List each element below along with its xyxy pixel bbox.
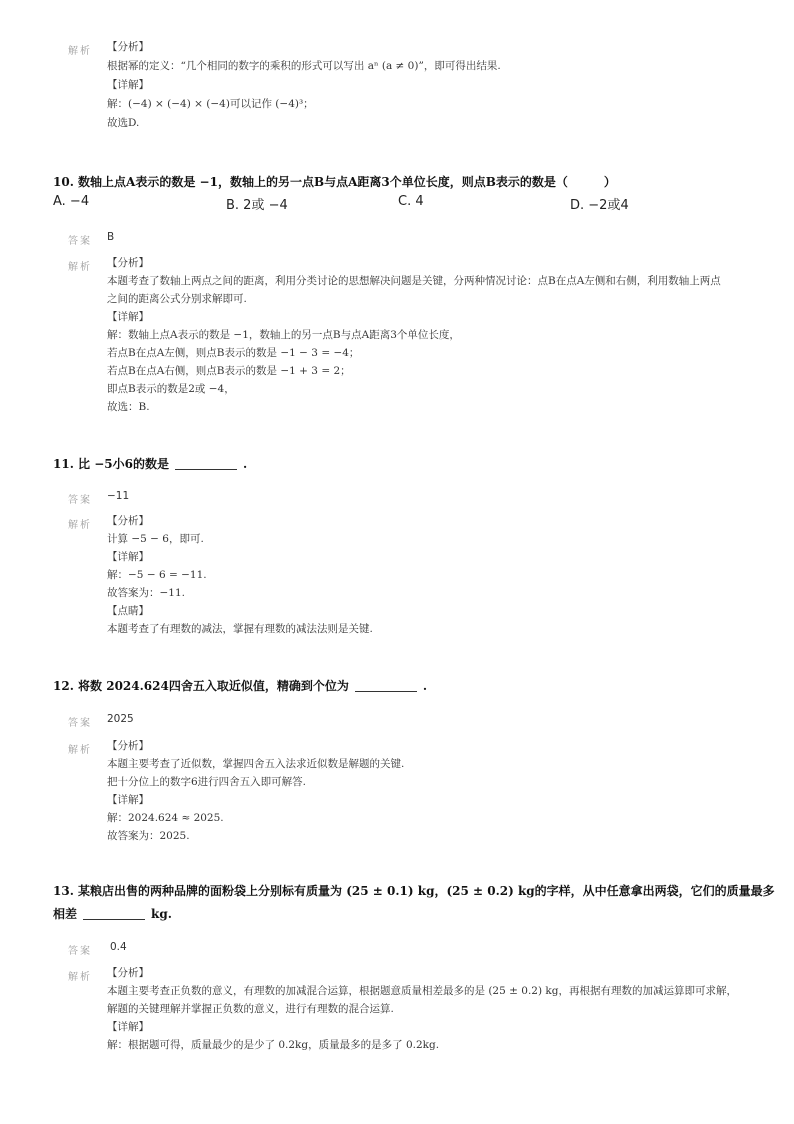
analysis-line: 【详解】 <box>107 794 149 806</box>
analysis-line: 本题考查了有理数的减法，掌握有理数的减法法则是关键. <box>107 623 373 635</box>
analysis-line: 【详解】 <box>107 79 149 91</box>
analysis-line: 【详解】 <box>107 551 149 563</box>
question-12 <box>53 677 427 694</box>
analysis-label: 解析 <box>68 46 92 57</box>
analysis-line: 把十分位上的数字6进行四舍五入即可解答. <box>107 776 307 788</box>
answer-blank[interactable] <box>175 457 237 470</box>
question-text: . <box>422 679 428 693</box>
analysis-line: 【点睛】 <box>107 605 149 617</box>
answer-label: 答案 <box>68 718 92 729</box>
analysis-line: 解：2024.624 ≈ 2025. <box>107 812 224 824</box>
option-c[interactable]: C. 4 <box>398 194 424 209</box>
analysis-line: 【分析】 <box>107 967 149 979</box>
option-b[interactable]: B. 2或 −4 <box>226 198 288 213</box>
analysis-line: 【分析】 <box>107 41 149 53</box>
analysis-line: 若点B在点A左侧，则点B表示的数是 −1 − 3 = −4； <box>107 347 360 359</box>
analysis-line: 本题主要考查了近似数，掌握四舍五入法求近似数是解题的关键. <box>107 758 405 770</box>
option-a[interactable]: A. −4 <box>53 194 90 209</box>
analysis-line: 计算 −5 − 6，即可. <box>107 533 204 545</box>
analysis-line: 故答案为：2025. <box>107 830 190 842</box>
answer-value: 2025 <box>107 713 134 725</box>
analysis-line: 【详解】 <box>107 311 149 323</box>
analysis-label: 解析 <box>68 972 92 983</box>
analysis-line: 解：−5 − 6 = −11. <box>107 569 207 581</box>
analysis-line: 根据幂的定义：“几个相同的数字的乘积的形式可以写出 aⁿ (a ≠ 0)”，即可得出结果. <box>107 60 501 72</box>
analysis-line: 【分析】 <box>107 515 149 527</box>
answer-value: −11 <box>107 490 130 502</box>
question-13-line2 <box>53 905 172 922</box>
analysis-line: 故答案为：−11. <box>107 587 185 599</box>
analysis-line: 解：(−4) × (−4) × (−4)可以记作 (−4)³； <box>107 98 314 110</box>
question-text: 11. 比 −5小6的数是 <box>53 457 169 471</box>
question-text: . <box>243 457 248 471</box>
answer-value: B <box>107 231 115 243</box>
analysis-line: 本题主要考查正负数的意义，有理数的加减混合运算，根据题意质量相差最多的是 (25 ± 0.2) kg，再根据有理数的加减运算即可求解， <box>107 985 737 997</box>
analysis-label: 解析 <box>68 745 92 756</box>
analysis-line: 本题考查了数轴上两点之间的距离，利用分类讨论的思想解决问题是关键，分两种情况讨论：点B在点A左侧和右侧，利用数轴上两点 <box>107 275 721 287</box>
question-13: 13. 某粮店出售的两种品牌的面粉袋上分别标有质量为 (25 ± 0.1) kg，(25 ± 0.2) kg的字样，从中任意拿出两袋，它们的质量最多 <box>53 884 775 898</box>
answer-blank[interactable] <box>355 679 417 692</box>
analysis-line: 【分析】 <box>107 257 149 269</box>
option-d[interactable]: D. −2或4 <box>570 198 629 213</box>
analysis-line: 之间的距离公式分别求解即可. <box>107 293 247 305</box>
analysis-line: 故选D. <box>107 117 140 129</box>
answer-label: 答案 <box>68 236 92 247</box>
question-11 <box>53 455 247 472</box>
analysis-line: 解：数轴上点A表示的数是 −1，数轴上的另一点B与点A距离3个单位长度， <box>107 329 460 341</box>
analysis-line: 【详解】 <box>107 1021 149 1033</box>
analysis-line: 解：根据题可得，质量最少的是少了 0.2kg，质量最多的是多了 0.2kg. <box>107 1039 440 1051</box>
answer-blank[interactable] <box>83 907 145 920</box>
analysis-line: 故选：B. <box>107 401 150 413</box>
analysis-line: 解题的关键理解并掌握正负数的意义，进行有理数的混合运算. <box>107 1003 394 1015</box>
question-text: 相差 <box>53 907 78 921</box>
analysis-line: 若点B在点A右侧，则点B表示的数是 −1 + 3 = 2； <box>107 365 351 377</box>
answer-label: 答案 <box>68 946 92 957</box>
analysis-label: 解析 <box>68 262 92 273</box>
question-10: 10. 数轴上点A表示的数是 −1，数轴上的另一点B与点A距离3个单位长度，则点B表示的数是（ ） <box>53 175 616 189</box>
question-text: kg. <box>151 907 172 921</box>
answer-value: 0.4 <box>110 941 127 953</box>
question-text: 12. 将数 2024.624四舍五入取近似值，精确到个位为 <box>53 679 349 693</box>
analysis-label: 解析 <box>68 520 92 531</box>
analysis-line: 【分析】 <box>107 740 149 752</box>
analysis-line: 即点B表示的数是2或 −4， <box>107 383 235 395</box>
answer-label: 答案 <box>68 495 92 506</box>
